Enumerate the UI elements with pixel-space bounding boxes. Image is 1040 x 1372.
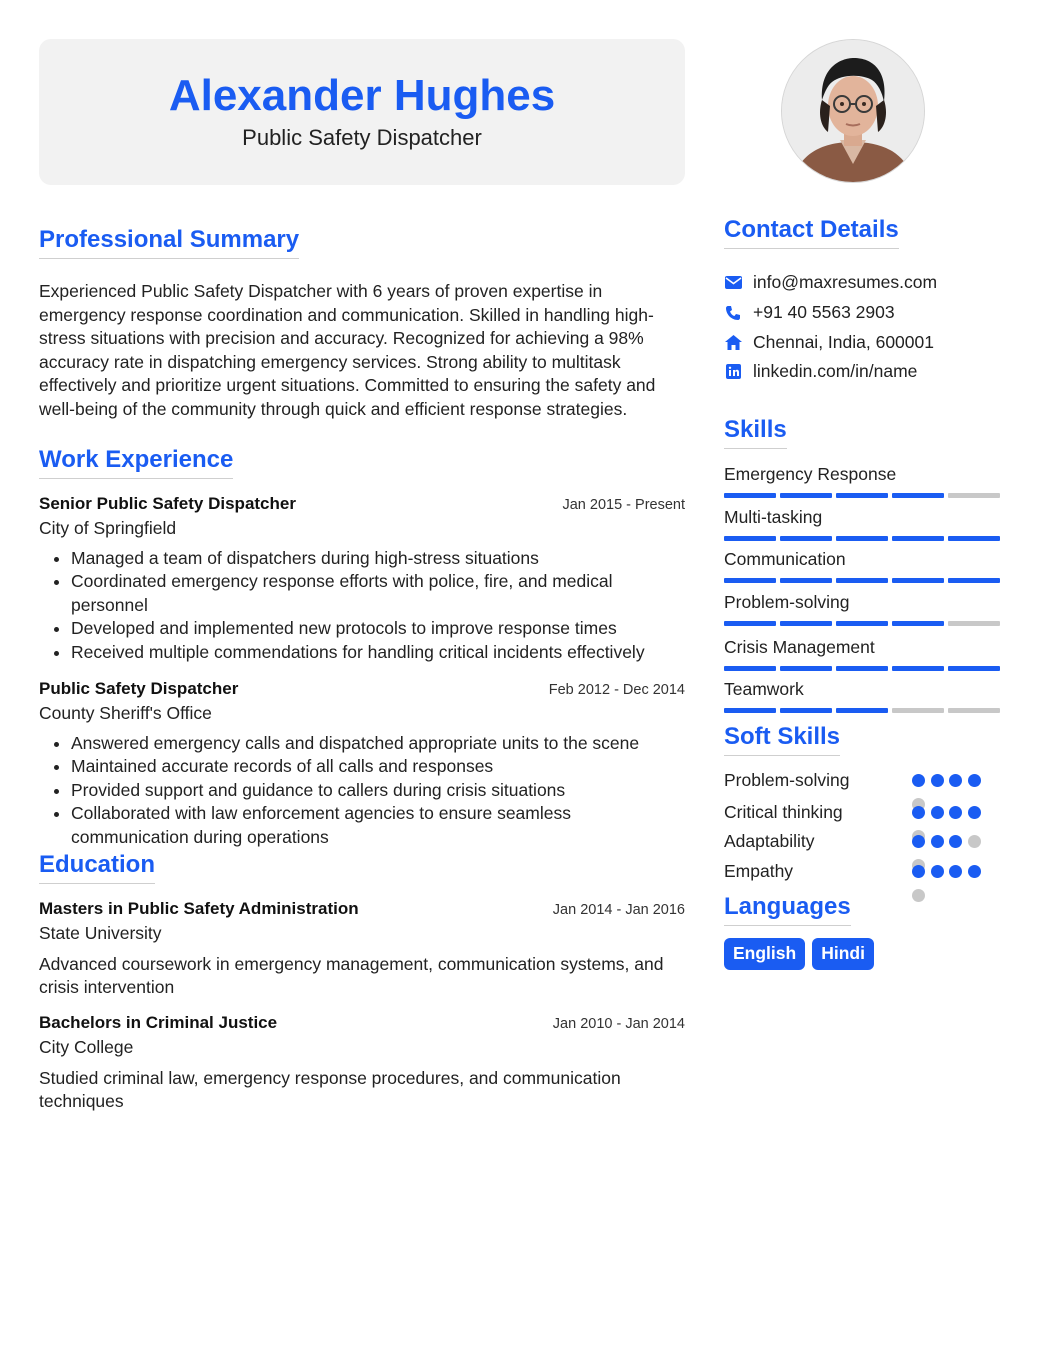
list-item: • Maintained accurate records of all calls and responses	[71, 755, 685, 778]
phone-icon	[724, 304, 742, 322]
skill-label: Communication	[724, 549, 846, 569]
contact-address	[724, 327, 1024, 357]
soft-skill-dot	[931, 806, 944, 819]
languages-list	[724, 938, 874, 970]
job-bullets	[39, 732, 685, 849]
soft-skill-label: Empathy	[724, 861, 794, 881]
soft-skill-item	[724, 770, 994, 792]
skill-item	[724, 549, 1000, 583]
profile-photo	[781, 39, 925, 183]
section-title-education: Education	[39, 851, 155, 884]
language-badge: Hindi	[812, 938, 874, 970]
skill-level-bar	[724, 621, 1000, 626]
job-organization: City of Springfield	[39, 518, 177, 538]
education-entry	[39, 899, 685, 1000]
skill-level-segment	[780, 578, 832, 583]
contact-linkedin[interactable]	[724, 357, 1024, 387]
job-bullets	[39, 547, 685, 664]
skill-level-segment	[948, 578, 1000, 583]
skill-level-segment	[836, 708, 888, 713]
skill-level-segment	[724, 578, 776, 583]
job-dates: Feb 2012 - Dec 2014	[548, 682, 685, 698]
section-title-summary: Professional Summary	[39, 226, 299, 259]
section-title-languages: Languages	[724, 893, 851, 926]
soft-skill-dot	[912, 774, 925, 787]
skill-level-bar	[724, 493, 1000, 498]
skill-level-segment	[948, 536, 1000, 541]
contact-email[interactable]	[724, 268, 1024, 298]
contact-address-text: Chennai, India, 600001	[753, 331, 934, 352]
skill-level-segment	[836, 666, 888, 671]
home-icon	[724, 333, 742, 351]
skill-level-bar	[724, 578, 1000, 583]
skill-level-segment	[948, 708, 1000, 713]
soft-skill-dot	[949, 865, 962, 878]
skill-label: Crisis Management	[724, 637, 875, 657]
experience-entry	[39, 679, 685, 849]
skill-label: Multi-tasking	[724, 507, 823, 527]
summary-text: Experienced Public Safety Dispatcher with 6 years of proven expertise in emergency response coordination and communication. Skilled in handling high-stress situations with precision and accuracy. Recognized for achieving a 98% accuracy rate in dispatching emergency services. Strong ability to multitask effectively and prioritize urgent situations. Committed to ensuring the safety and well-being of the community through quick and efficient response strategies.	[39, 281, 656, 419]
skill-level-segment	[892, 666, 944, 671]
skill-level-bar	[724, 708, 1000, 713]
skill-level-segment	[948, 666, 1000, 671]
soft-skill-item	[724, 831, 994, 853]
skill-level-bar	[724, 536, 1000, 541]
contact-phone-text: +91 40 5563 2903	[753, 302, 895, 323]
degree-description: Studied criminal law, emergency response procedures, and communication techniques	[39, 1068, 621, 1112]
school-name: City College	[39, 1037, 134, 1057]
job-title: Public Safety Dispatcher	[39, 679, 239, 698]
degree-title: Masters in Public Safety Administration	[39, 899, 359, 918]
soft-skill-dot	[912, 889, 925, 902]
skill-label: Emergency Response	[724, 464, 897, 484]
skill-item	[724, 637, 1000, 671]
soft-skill-label: Problem-solving	[724, 770, 850, 790]
skill-item	[724, 679, 1000, 713]
list-item: • Answered emergency calls and dispatched appropriate units to the scene	[71, 732, 685, 755]
skill-item	[724, 464, 1000, 498]
skill-level-segment	[836, 621, 888, 626]
job-dates: Jan 2015 - Present	[562, 497, 685, 513]
section-title-skills: Skills	[724, 416, 787, 449]
skill-level-segment	[836, 578, 888, 583]
school-name: State University	[39, 923, 162, 943]
soft-skill-dot	[968, 865, 981, 878]
soft-skill-label: Critical thinking	[724, 802, 843, 822]
skill-level-segment	[780, 666, 832, 671]
list-item: • Provided support and guidance to callers during crisis situations	[71, 779, 685, 802]
list-item: • Collaborated with law enforcement agencies to ensure seamless communication during operations	[71, 802, 685, 849]
skill-level-segment	[836, 493, 888, 498]
skill-level-segment	[948, 493, 1000, 498]
soft-skill-dot	[968, 806, 981, 819]
soft-skill-dot	[912, 835, 925, 848]
envelope-icon	[724, 274, 742, 292]
soft-skill-dot	[912, 806, 925, 819]
language-badge: English	[724, 938, 805, 970]
list-item: • Managed a team of dispatchers during high-stress situations	[71, 547, 685, 570]
candidate-title: Public Safety Dispatcher	[242, 125, 482, 150]
job-title: Senior Public Safety Dispatcher	[39, 494, 296, 513]
contact-linkedin-text: linkedin.com/in/name	[753, 361, 918, 382]
soft-skill-dot	[912, 865, 925, 878]
skill-level-segment	[892, 621, 944, 626]
skill-level-segment	[892, 578, 944, 583]
list-item: • Developed and implemented new protocols to improve response times	[71, 617, 685, 640]
list-item: • Coordinated emergency response efforts with police, fire, and medical personnel	[71, 570, 685, 617]
soft-skill-item	[724, 861, 994, 883]
contact-phone[interactable]	[724, 298, 1024, 328]
skill-level-segment	[780, 621, 832, 626]
skill-item	[724, 592, 1000, 626]
section-title-experience: Work Experience	[39, 446, 233, 479]
degree-title: Bachelors in Criminal Justice	[39, 1013, 278, 1032]
skill-level-segment	[892, 493, 944, 498]
experience-entry	[39, 494, 685, 664]
skill-level-segment	[780, 708, 832, 713]
skill-level-segment	[724, 536, 776, 541]
linkedin-icon	[724, 363, 742, 381]
skill-level-segment	[836, 536, 888, 541]
skill-level-segment	[724, 708, 776, 713]
skill-level-segment	[892, 536, 944, 541]
skill-label: Teamwork	[724, 679, 804, 699]
skill-level-segment	[780, 493, 832, 498]
section-title-contact: Contact Details	[724, 216, 899, 249]
skill-level-segment	[892, 708, 944, 713]
soft-skill-dot	[931, 774, 944, 787]
degree-description: Advanced coursework in emergency management, communication systems, and crisis intervention	[39, 954, 664, 998]
soft-skill-dot	[968, 835, 981, 848]
degree-dates: Jan 2014 - Jan 2016	[552, 902, 685, 918]
soft-skill-dot	[931, 835, 944, 848]
soft-skill-dot	[949, 774, 962, 787]
degree-dates: Jan 2010 - Jan 2014	[552, 1016, 685, 1032]
avatar-illustration	[782, 40, 924, 182]
education-entry	[39, 1013, 685, 1114]
job-organization: County Sheriff's Office	[39, 703, 212, 723]
skill-item	[724, 507, 1000, 541]
candidate-name: Alexander Hughes	[168, 71, 556, 120]
skill-level-bar	[724, 666, 1000, 671]
contact-list	[724, 268, 1024, 387]
skill-label: Problem-solving	[724, 592, 850, 612]
soft-skill-dot	[968, 774, 981, 787]
soft-skill-dot	[949, 835, 962, 848]
soft-skill-label: Adaptability	[724, 831, 815, 851]
soft-skill-item	[724, 802, 994, 824]
section-title-soft-skills: Soft Skills	[724, 723, 840, 756]
header-card	[39, 39, 685, 185]
skill-level-segment	[724, 493, 776, 498]
skill-level-segment	[724, 621, 776, 626]
soft-skill-dot	[949, 806, 962, 819]
skill-level-segment	[724, 666, 776, 671]
soft-skill-dot	[931, 865, 944, 878]
skill-level-segment	[780, 536, 832, 541]
list-item: • Received multiple commendations for handling critical incidents effectively	[71, 641, 685, 664]
contact-email-text: info@maxresumes.com	[753, 272, 938, 293]
skill-level-segment	[948, 621, 1000, 626]
